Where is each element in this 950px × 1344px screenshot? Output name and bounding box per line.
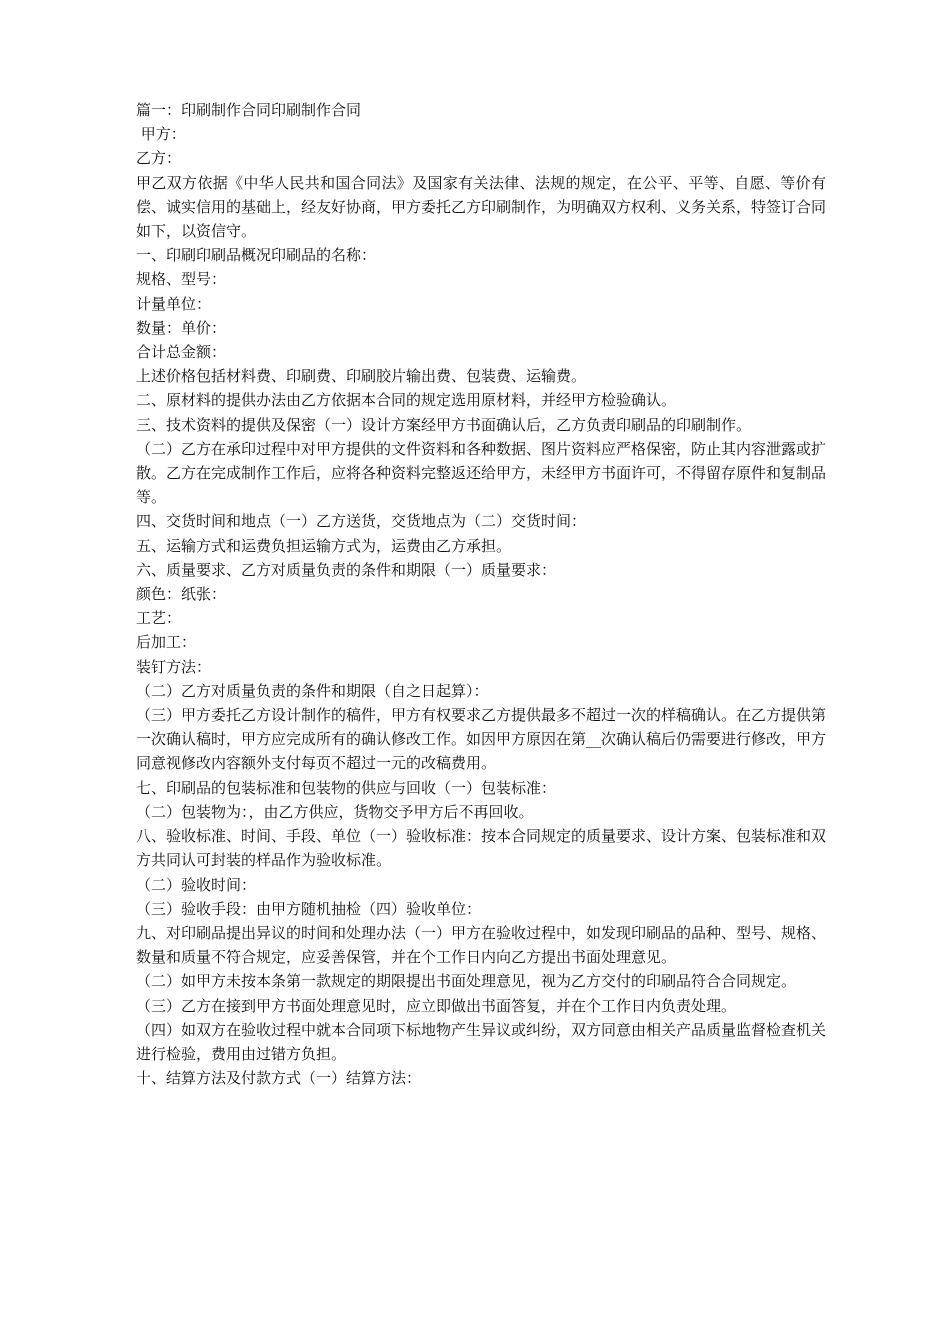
paragraph-section-6-2: （二）乙方对质量负责的条件和期限（自之日起算）： [136, 681, 489, 700]
document-title: 篇一：印刷制作合同印刷制作合同 [136, 101, 362, 119]
paragraph-unit: 计量单位： [136, 294, 212, 313]
paragraph-section-4: 四、交货时间和地点（一）乙方送货，交货地点为（二）交货时间： [136, 512, 587, 531]
paragraph-section-8-2: （二）验收时间： [136, 875, 257, 894]
paragraph-binding: 装钉方法： [136, 657, 212, 676]
paragraph-color-paper: 颜色：纸张： [136, 585, 227, 604]
paragraph-craft: 工艺： [136, 609, 182, 628]
paragraph-section-9-3: （三）乙方在接到甲方书面处理意见时，应立即做出书面答复，并在个工作日内负责处理。 [136, 996, 737, 1015]
paragraph-section-5: 五、运输方式和运费负担运输方式为，运费由乙方承担。 [136, 536, 512, 555]
paragraph-post-process: 后加工： [136, 633, 197, 652]
paragraph-spec: 规格、型号： [136, 270, 227, 289]
paragraph-price-note: 上述价格包括材料费、印刷费、印刷胶片输出费、包装费、运输费。 [136, 367, 587, 386]
paragraph-section-9-4: （四）如双方在验收过程中就本合同项下标地物产生异议或纠纷，双方同意由相关产品质量监督检查机关进行检验，费用由过错方负担。 [136, 1020, 827, 1063]
paragraph-section-6-3: （三）甲方委托乙方设计制作的稿件，甲方有权要求乙方提供最多不超过一次的样稿确认。在乙方提供第一次确认稿时，甲方应完成所有的确认修改工作。如因甲方原因在第__次确认稿后仍需要进行修改，甲方同意视修改内容额外支付每页不超过一元的改稿费用。 [136, 706, 827, 773]
paragraph-section-6: 六、质量要求、乙方对质量负责的条件和期限（一）质量要求： [136, 560, 557, 579]
paragraph-section-8-3: （三）验收手段：由甲方随机抽检（四）验收单位： [136, 899, 482, 918]
paragraph-section-2: 二、原材料的提供办法由乙方依据本合同的规定选用原材料，并经甲方检验确认。 [136, 391, 677, 410]
paragraph-quantity: 数量：单价： [136, 318, 227, 337]
paragraph-party-a: 甲方： [136, 125, 186, 144]
paragraph-section-1: 一、印刷印刷品概况印刷品的名称： [136, 246, 377, 265]
paragraph-section-7-2: （二）包装物为：，由乙方供应，货物交予甲方后不再回收。 [136, 802, 534, 821]
paragraph-party-b: 乙方： [136, 149, 182, 168]
paragraph-section-7: 七、印刷品的包装标准和包装物的供应与回收（一）包装标准： [136, 778, 557, 797]
paragraph-total: 合计总金额： [136, 343, 227, 362]
paragraph-section-8: 八、验收标准、时间、手段、单位（一）验收标准：按本合同规定的质量要求、设计方案、包装标准和双方共同认可封装的样品作为验收标准。 [136, 827, 827, 870]
contract-body [136, 98, 826, 1090]
paragraph-section-9-2: （二）如甲方未按本条第一款规定的期限提出书面处理意见，视为乙方交付的印刷品符合合同规定。 [136, 972, 797, 991]
paragraph-preamble: 甲乙双方依据《中华人民共和国合同法》及国家有关法律、法规的规定，在公平、平等、自愿、等价有偿、诚实信用的基础上，经友好协商，甲方委托乙方印刷制作，为明确双方权利、义务关系，特签订合同如下，以资信守。 [136, 173, 827, 241]
paragraph-section-3: 三、技术资料的提供及保密（一）设计方案经甲方书面确认后，乙方负责印刷品的印刷制作。 [136, 415, 752, 434]
paragraph-section-3-2: （二）乙方在承印过程中对甲方提供的文件资料和各种数据、图片资料应严格保密，防止其内容泄露或扩散。乙方在完成制作工作后，应将各种资料完整返还给甲方，未经甲方书面许可，不得留存原件和复制品等。 [136, 439, 827, 507]
paragraph-section-9: 九、对印刷品提出异议的时间和处理办法（一）甲方在验收过程中，如发现印刷品的品种、型号、规格、数量和质量不符合规定，应妥善保管，并在个工作日内向乙方提出书面处理意见。 [136, 923, 827, 967]
paragraph-section-10: 十、结算方法及付款方式（一）结算方法： [136, 1069, 422, 1088]
